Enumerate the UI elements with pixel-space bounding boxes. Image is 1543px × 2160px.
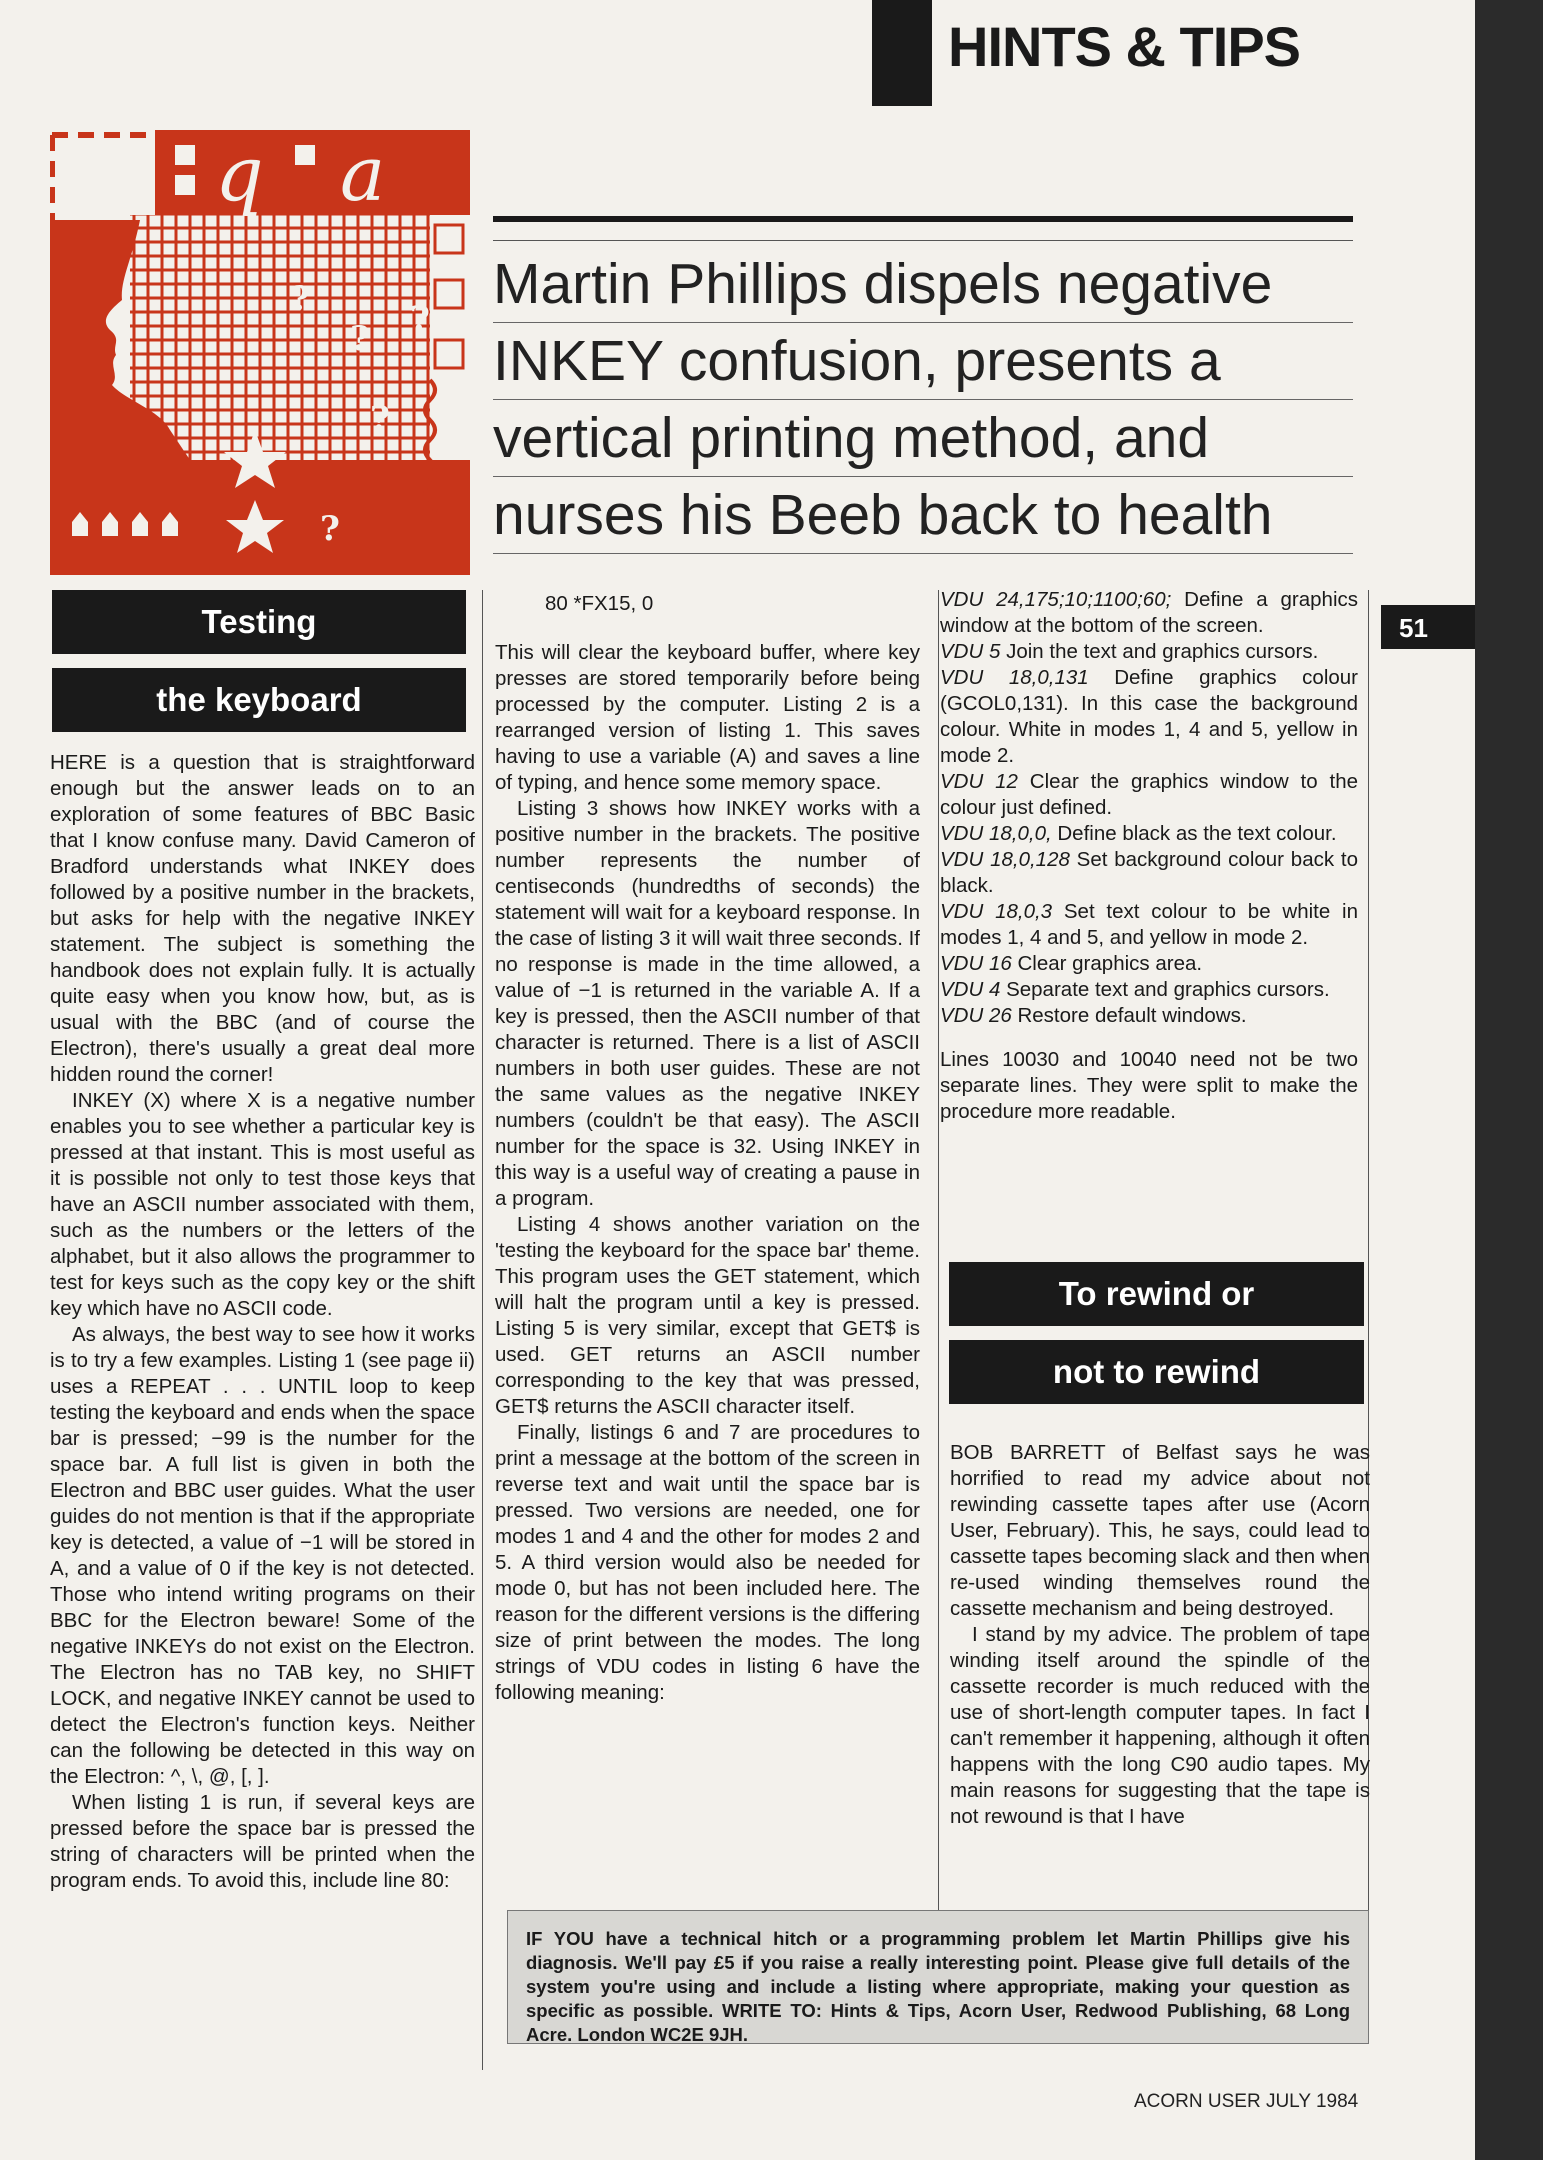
vdu-entry — [940, 977, 1358, 1003]
logo-letter-q: q — [215, 130, 264, 218]
svg-text:?: ? — [350, 319, 370, 359]
vdu-code: VDU 18,0,131 — [940, 666, 1089, 689]
vdu-desc: Join the text and graphics cursors. — [1000, 640, 1319, 663]
vdu-code: VDU 26 — [940, 1004, 1012, 1027]
paragraph: Listing 3 shows how INKEY works with a positive number in the brackets. The positive number represents the number of centiseconds (hundredths of seconds) the statement will wait for a keyboard response. In the case of listing 3 it will wait three seconds. If no response is made in the time allowed, a value of −1 is returned in the variable A. If a key is pressed, then the ASCII number of that character is returned. There is a list of ASCII numbers in both user guides. These are not the same values as the negative INKEY numbers (couldn't be that easy). The ASCII number for the space is 32. Using INKEY in this way is a useful way of creating a pause in a program. — [495, 797, 921, 1210]
svg-text:?: ? — [410, 299, 430, 339]
intro-line: Martin Phillips dispels negative — [493, 246, 1353, 323]
magazine-credit: ACORN USER JULY 1984 — [1134, 2091, 1359, 2112]
vdu-code: VDU 24,175;10;1100;60; — [940, 588, 1172, 611]
svg-text:?: ? — [320, 509, 340, 549]
qa-logo-illustration — [50, 130, 470, 575]
vdu-desc: Set background colour back to black. — [940, 848, 1358, 897]
paragraph: This will clear the keyboard buffer, where key presses are stored temporarily before being processed by the computer. Listing 2 is a rearranged version of listing 1. This saves having to use a variable (A) and saves a line of typing, and hence some memory space. — [495, 641, 920, 794]
paragraph: I stand by my advice. The problem of tape winding itself around the spindle of the cassette recorder is much reduced with the use of short-length computer tapes. In fact I can't remember it happening, although it often happens with the long C90 audio tapes. My main reasons for suggesting that the tape is not rewound is that I have — [950, 1623, 1370, 1828]
column-rule — [938, 590, 939, 1910]
paragraph: When listing 1 is run, if several keys are pressed before the space bar is pressed the string of characters will be printed when the program ends. To avoid this, include line 80: — [50, 1791, 475, 1892]
vdu-desc: Clear graphics area. — [1011, 952, 1203, 975]
vdu-code: VDU 18,0,0, — [940, 822, 1052, 845]
vdu-entry — [940, 639, 1358, 665]
vdu-entry — [940, 665, 1358, 769]
heading-to-rewind-or: To rewind or — [949, 1262, 1364, 1326]
svg-text:?: ? — [290, 279, 310, 319]
vdu-code: VDU 16 — [940, 952, 1012, 975]
vdu-entry — [940, 587, 1358, 639]
heading-the-keyboard: the keyboard — [52, 668, 466, 732]
listing-line-80: 80 *FX15, 0 — [545, 592, 654, 615]
vdu-entry — [940, 951, 1358, 977]
page-number: 51 — [1381, 605, 1475, 649]
column-2 — [495, 640, 920, 1706]
vdu-desc: Restore default windows. — [1011, 1004, 1247, 1027]
vdu-desc: Separate text and graphics cursors. — [1000, 978, 1330, 1001]
vdu-code: VDU 4 — [940, 978, 1001, 1001]
heading-not-to-rewind: not to rewind — [949, 1340, 1364, 1404]
vdu-code: VDU 18,0,3 — [940, 900, 1053, 923]
paragraph: Listing 4 shows another variation on the 'testing the keyboard for the space bar' theme. This program uses the GET statement, which will halt the program until a key is pressed. Listing 5 is very similar, except that GET$ is used. GET returns an ASCII number corresponding to the key that was pressed, GET$ returns the ASCII character itself. — [495, 1213, 920, 1418]
vdu-entry — [940, 1003, 1358, 1029]
column-rule — [482, 590, 483, 2070]
paragraph: Lines 10030 and 10040 need not be two separate lines. They were split to make the procedure more readable. — [940, 1048, 1358, 1123]
intro-standfirst — [493, 246, 1353, 554]
vdu-desc: Clear the graphics window to the colour just defined. — [940, 770, 1359, 819]
paragraph: INKEY (X) where X is a negative number enables you to see whether a particular key is pressed at that instant. This is most useful as it is possible not only to test those keys that have an ASCII number associated with them, such as the numbers or the letters of the alphabet, but it also allows the programmer to test for keys such as the copy key or the shift key which have no ASCII code. — [50, 1089, 475, 1320]
intro-rule-thin — [493, 240, 1353, 241]
vdu-entry — [940, 847, 1358, 899]
rewind-body — [950, 1440, 1370, 1830]
vdu-code: VDU 18,0,128 — [940, 848, 1070, 871]
intro-line: INKEY confusion, presents a — [493, 323, 1353, 400]
paragraph: As always, the best way to see how it works is to try a few examples. Listing 1 (see page ii) uses a REPEAT . . . UNTIL loop to keep testing the keyboard and ends when the space bar is pressed; −99 is the number for the space bar. A full list is given in both the Electron and BBC user guides. What the user guides do not mention is that if the appropriate key is detected, a value of −1 will be stored in A, and a value of 0 if the key is not detected. Those who intend writing programs on their BBC for the Electron beware! Some of the negative INKEYs do not exist on the Electron. The Electron has no TAB key, no SHIFT LOCK, and negative INKEY cannot be used to detect the Electron's function keys. Neither can the following be detected in this way on the Electron: ^, \, @, [, ]. — [50, 1323, 475, 1788]
svg-text:?: ? — [370, 399, 390, 439]
intro-line: vertical printing method, and — [493, 400, 1353, 477]
vdu-code: VDU 12 — [940, 770, 1018, 793]
heading-testing: Testing — [52, 590, 466, 654]
vdu-code: VDU 5 — [940, 640, 1001, 663]
intro-line: nurses his Beeb back to health — [493, 477, 1353, 554]
paragraph: BOB BARRETT of Belfast says he was horrified to read my advice about not rewinding cassette tapes after use (Acorn User, February). This, he says, could lead to cassette tapes becoming slack and then when re-used winding themselves round the cassette mechanism and being destroyed. — [950, 1441, 1370, 1620]
write-to-box: IF YOU have a technical hitch or a programming problem let Martin Phillips give his diagnosis. We'll pay £5 if you raise a really interesting point. Please give full details of the system you're using and include a listing where appropriate, making your question as specific as possible. WRITE TO: Hints & Tips, Acorn User, Redwood Publishing, 68 Long Acre. London WC2E 9JH. — [507, 1910, 1369, 2044]
paragraph: HERE is a question that is straightforward enough but the answer leads on to an exploration of some features of BBC Basic that I know confuse many. David Cameron of Bradford understands what INKEY does followed by a positive number in the brackets, but asks for help with the negative INKEY statement. The subject is something the handbook does not explain fully. It is actually quite easy when you know how, but, as is usual with the BBC (and of course the Electron), there's usually a great deal more hidden round the corner! — [50, 751, 475, 1086]
header-block — [872, 0, 932, 106]
column-3 — [940, 587, 1358, 1125]
intro-rule — [493, 216, 1353, 222]
vdu-entry — [940, 769, 1358, 821]
logo-letter-a: a — [340, 130, 386, 218]
vdu-desc: Set text colour to be white in modes 1, 4 and 5, and yellow in mode 2. — [940, 900, 1358, 949]
vdu-desc: Define black as the text colour. — [1051, 822, 1337, 845]
paragraph: Finally, listings 6 and 7 are procedures to print a message at the bottom of the screen in reverse text and wait until the space bar is pressed. Two versions are needed, one for modes 1 and 4 and the other for modes 2 and 5. A third version would also be needed for mode 0, but has not been included here. The reason for the different versions is the differing size of print between the modes. The long strings of VDU codes in listing 6 have the following meaning: — [495, 1421, 920, 1704]
vdu-desc: Define a graphics window at the bottom of the screen. — [940, 588, 1359, 637]
page-edge-bar — [1475, 0, 1543, 2160]
vdu-entry — [940, 899, 1358, 951]
vdu-desc: Define graphics colour (GCOL0,131). In this case the background colour. White in modes 1, 4 and 5, yellow in mode 2. — [940, 666, 1358, 767]
column-1 — [50, 750, 475, 1894]
vdu-entry — [940, 821, 1358, 847]
section-title: HINTS & TIPS — [948, 15, 1301, 78]
